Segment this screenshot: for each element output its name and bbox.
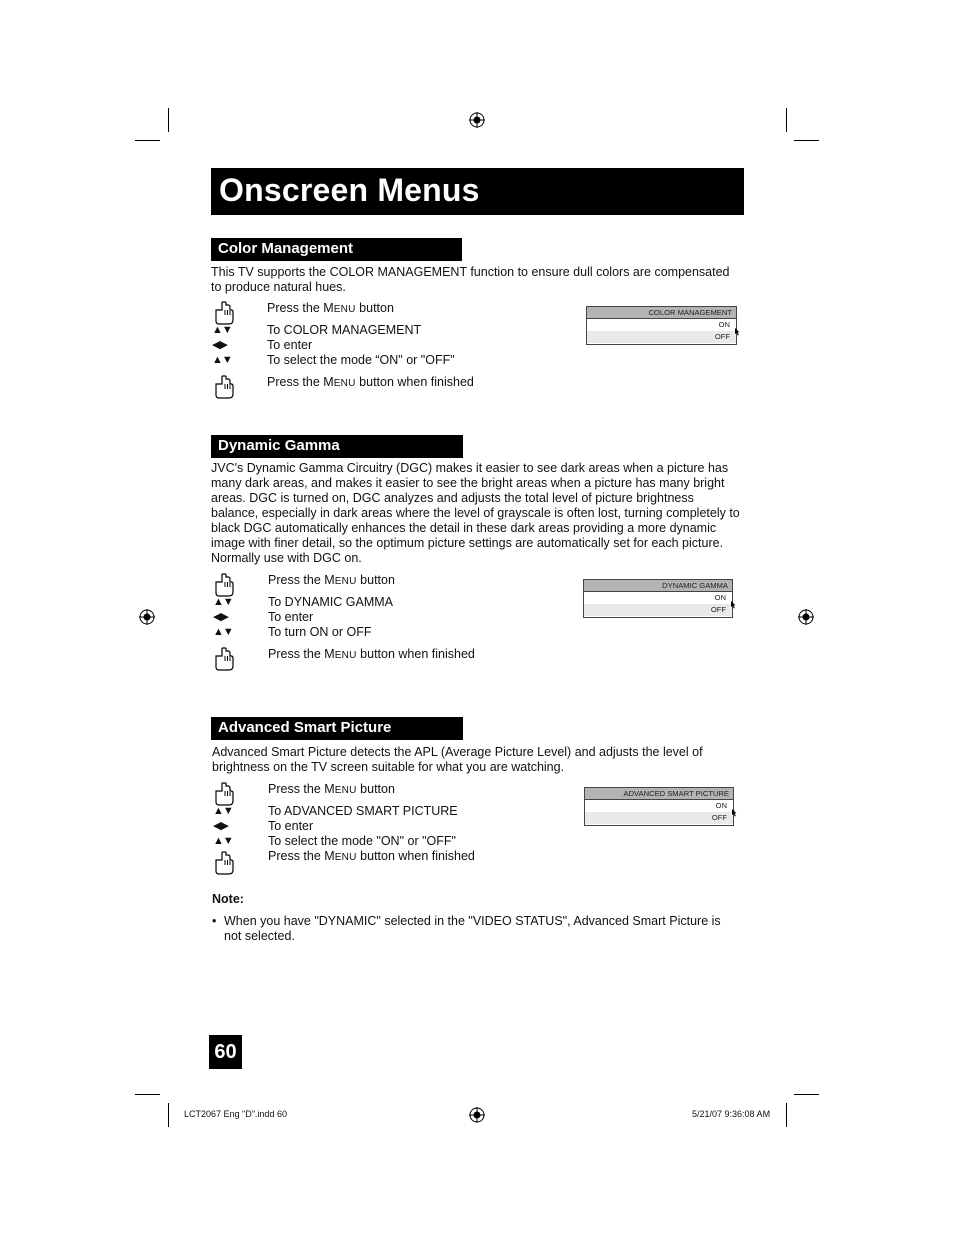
crop-mark xyxy=(135,1094,160,1095)
note-label: Note: xyxy=(212,892,244,906)
registration-mark-icon xyxy=(469,112,485,128)
color-step-1: Press the MENU button xyxy=(267,301,394,315)
color-step-3: To enter xyxy=(267,338,313,352)
remote-hand-icon xyxy=(212,301,236,325)
osd-advanced-smart-picture xyxy=(584,787,734,826)
note-text: When you have "DYNAMIC" selected in the "VIDEO STATUS", Advanced Smart Picture is not selected. xyxy=(224,914,721,943)
gamma-step-3: To enter xyxy=(268,610,314,624)
left-right-arrow-icon: ◀▶ xyxy=(213,820,228,832)
registration-mark-icon xyxy=(139,609,155,625)
cursor-icon xyxy=(734,328,740,336)
crop-mark xyxy=(786,1103,787,1127)
remote-hand-icon xyxy=(212,573,236,597)
remote-hand-icon xyxy=(212,782,236,806)
cursor-icon xyxy=(731,809,737,817)
page-title-bar xyxy=(211,168,744,215)
section-header-dynamic-gamma: Dynamic Gamma xyxy=(211,435,463,458)
gamma-step-1: Press the MENU button xyxy=(268,573,395,587)
up-down-arrow-icon: ▲▼ xyxy=(213,596,233,608)
registration-mark-icon xyxy=(469,1107,485,1123)
osd-dynamic-gamma xyxy=(583,579,733,618)
color-step-2: To COLOR MANAGEMENT xyxy=(267,323,422,337)
left-right-arrow-icon: ◀▶ xyxy=(213,611,228,623)
osd-option-off: OFF xyxy=(584,604,732,616)
color-step-5: Press the MENU button when finished xyxy=(267,375,474,389)
osd-option-off: OFF xyxy=(585,812,733,824)
remote-hand-icon xyxy=(212,647,236,671)
section-header-advanced-smart-picture: Advanced Smart Picture xyxy=(211,717,463,740)
page-number: 60 xyxy=(209,1035,242,1069)
up-down-arrow-icon: ▲▼ xyxy=(212,324,232,336)
osd-option-on: ON xyxy=(718,320,730,329)
gamma-step-4: To turn ON or OFF xyxy=(268,625,372,639)
crop-mark xyxy=(794,1094,819,1095)
crop-mark xyxy=(168,1103,169,1127)
cursor-icon xyxy=(730,601,736,609)
section-header-color-management: Color Management xyxy=(211,238,462,261)
up-down-arrow-icon: ▲▼ xyxy=(213,805,233,817)
asp-step-1: Press the MENU button xyxy=(268,782,395,796)
osd-option-on: ON xyxy=(715,801,727,810)
osd-title: DYNAMIC GAMMA xyxy=(584,580,732,592)
asp-step-5: Press the MENU button when finished xyxy=(268,849,475,863)
note-bullet: • xyxy=(212,914,217,928)
osd-title: COLOR MANAGEMENT xyxy=(587,307,736,319)
crop-mark xyxy=(168,108,169,132)
left-right-arrow-icon: ◀▶ xyxy=(212,339,227,351)
up-down-arrow-icon: ▲▼ xyxy=(212,354,232,366)
up-down-arrow-icon: ▲▼ xyxy=(213,835,233,847)
osd-title: ADVANCED SMART PICTURE xyxy=(585,788,733,800)
crop-mark xyxy=(786,108,787,132)
color-management-description: This TV supports the COLOR MANAGEMENT function to ensure dull colors are compensated to produce natural hues. xyxy=(211,265,730,294)
up-down-arrow-icon: ▲▼ xyxy=(213,626,233,638)
color-step-4: To select the mode “ON" or "OFF" xyxy=(267,353,455,367)
footer-timestamp: 5/21/07 9:36:08 AM xyxy=(692,1109,771,1119)
advanced-smart-picture-description: Advanced Smart Picture detects the APL (Average Picture Level) and adjusts the level of brightness on the TV screen suitable for what you are watching. xyxy=(212,745,703,774)
registration-mark-icon xyxy=(798,609,814,625)
remote-hand-icon xyxy=(212,375,236,399)
osd-option-on: ON xyxy=(714,593,726,602)
crop-mark xyxy=(135,140,160,141)
remote-hand-icon xyxy=(212,851,236,875)
gamma-step-2: To DYNAMIC GAMMA xyxy=(268,595,394,609)
osd-option-off: OFF xyxy=(587,331,736,343)
osd-color-management xyxy=(586,306,737,345)
dynamic-gamma-description: JVC's Dynamic Gamma Circuitry (DGC) makes it easier to see dark areas when a picture has many dark areas, and makes it easier to see the bright areas when a picture has many bright areas. DGC is turned on, DGC analyzes and adjusts the total level of picture brightness balance, especially in dark areas where the level of grayscale is often lost, turning completely to black DGC automatically enhances the detail in these dark areas providing a more dynamic image with finer detail, so the optimum picture settings are automatically set for each picture. Normally use with DGC on. xyxy=(211,461,740,565)
gamma-step-5: Press the MENU button when finished xyxy=(268,647,475,661)
footer-file-name: LCT2067 Eng "D".indd 60 xyxy=(184,1109,287,1119)
asp-step-4: To select the mode "ON" or "OFF" xyxy=(268,834,456,848)
page-title: Onscreen Menus xyxy=(219,172,480,208)
crop-mark xyxy=(794,140,819,141)
asp-step-3: To enter xyxy=(268,819,314,833)
asp-step-2: To ADVANCED SMART PICTURE xyxy=(268,804,458,818)
